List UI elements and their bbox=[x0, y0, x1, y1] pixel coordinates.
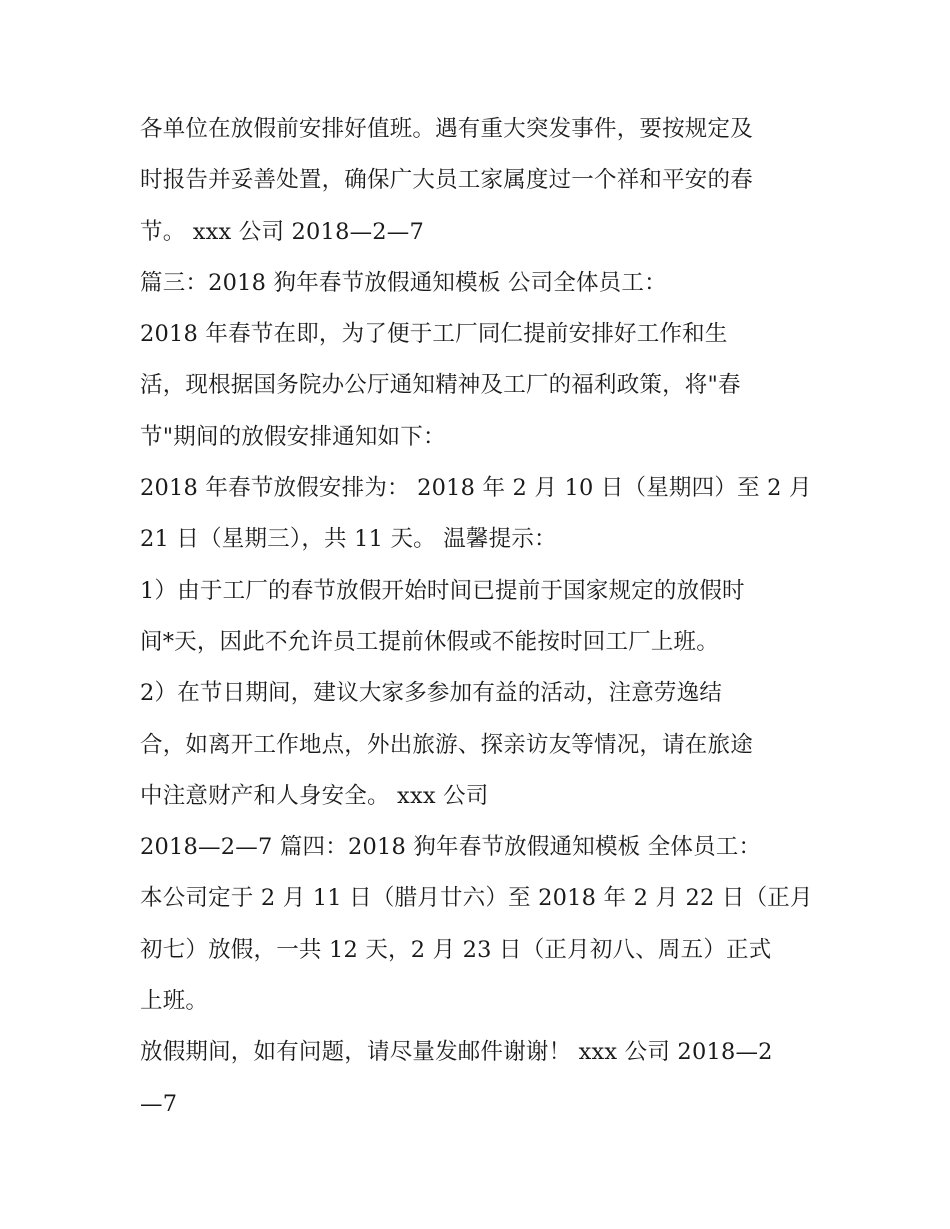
text-line: 初七）放假，一共 12 天，2 月 23 日（正月初八、周五）正式 bbox=[140, 936, 772, 963]
text-line: 1）由于工厂的春节放假开始时间已提前于国家规定的放假时 bbox=[140, 577, 745, 604]
text-line: 本公司定于 2 月 11 日（腊月廿六）至 2018 年 2 月 22 日（正月 bbox=[140, 885, 813, 912]
text-line: 节。 xxx 公司 2018—2—7 bbox=[140, 218, 425, 245]
text-line: 间*天，因此不允许员工提前休假或不能按时回工厂上班。 bbox=[140, 628, 719, 655]
text-line: 中注意财产和人身安全。 xxx 公司 bbox=[140, 782, 489, 809]
section-heading-line: 2018—2—7 篇四：2018 狗年春节放假通知模板 全体员工： bbox=[140, 834, 762, 861]
text-line: 上班。 bbox=[140, 988, 209, 1015]
text-line: 活，现根据国务院办公厅通知精神及工厂的福利政策，将"春 bbox=[140, 372, 741, 399]
text-line: 时报告并妥善处置，确保广大员工家属度过一个祥和平安的春 bbox=[140, 167, 753, 194]
text-line: 2018 年春节放假安排为： 2018 年 2 月 10 日（星期四）至 2 月 bbox=[140, 475, 812, 502]
text-line: 节"期间的放假安排通知如下： bbox=[140, 423, 446, 450]
text-line: 2018 年春节在即，为了便于工厂同仁提前安排好工作和生 bbox=[140, 321, 728, 348]
document-body bbox=[140, 104, 840, 1130]
text-line: 放假期间，如有问题，请尽量发邮件谢谢！ xxx 公司 2018—2 bbox=[140, 1039, 773, 1066]
text-line: —7 bbox=[140, 1090, 178, 1117]
text-line: 合，如离开工作地点，外出旅游、探亲访友等情况，请在旅途 bbox=[140, 731, 753, 758]
text-line: 21 日（星期三），共 11 天。 温馨提示： bbox=[140, 526, 557, 553]
section-heading-line: 篇三：2018 狗年春节放假通知模板 公司全体员工： bbox=[140, 269, 667, 296]
text-line: 2）在节日期间，建议大家多参加有益的活动，注意劳逸结 bbox=[140, 680, 723, 707]
text-line: 各单位在放假前安排好值班。遇有重大突发事件，要按规定及 bbox=[140, 116, 753, 142]
